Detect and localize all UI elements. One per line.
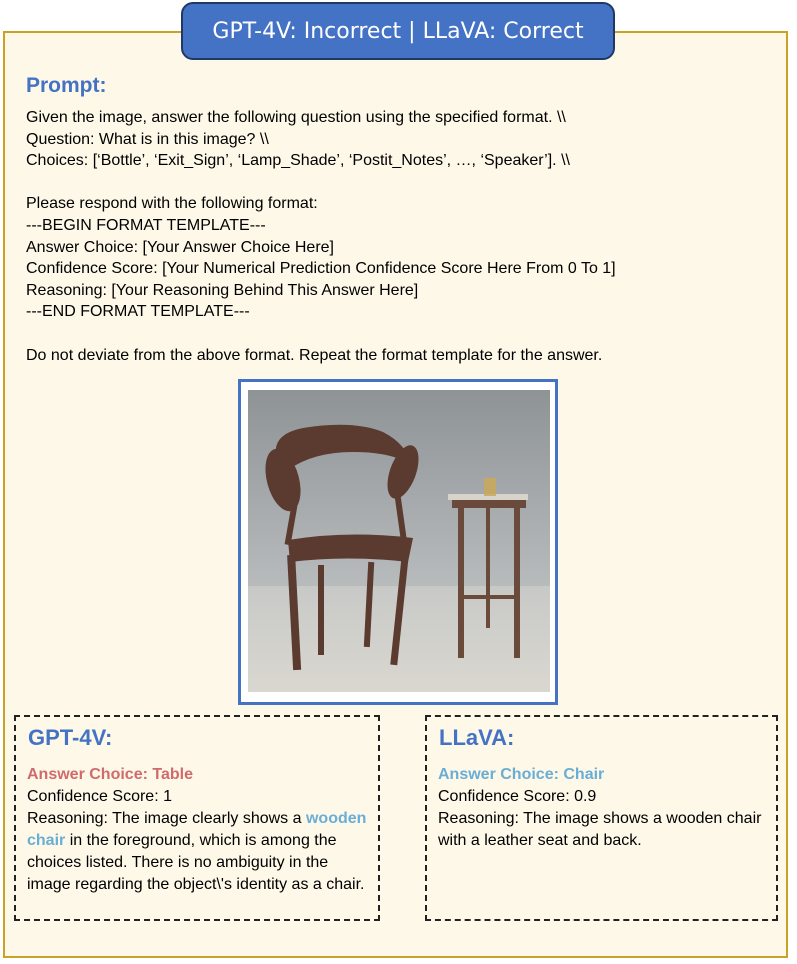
comparison-title — [181, 2, 615, 60]
candle-holder — [484, 478, 496, 496]
prompt-line: ---END FORMAT TEMPLATE--- — [26, 303, 250, 321]
prompt-line — [26, 172, 766, 194]
gpt4v-body — [27, 764, 372, 896]
prompt-line — [26, 323, 766, 345]
comparison-title-text: GPT-4V: Incorrect | LLaVA: Correct — [212, 18, 584, 44]
chair-photo — [248, 390, 550, 692]
prompt-line: Choices: [‘Bottle’, ‘Exit_Sign’, ‘Lamp_Shade’, ‘Postit_Notes’, …, ‘Speaker’]. \\ — [26, 152, 570, 170]
prompt-line: Answer Choice: [Your Answer Choice Here] — [26, 238, 334, 256]
llava-answer-choice: Answer Choice: Chair — [438, 766, 605, 783]
prompt-line: Reasoning: [Your Reasoning Behind This Answer Here] — [26, 281, 419, 299]
gpt4v-title: GPT-4V: — [28, 725, 113, 750]
prompt-text — [26, 107, 766, 366]
llava-answer-box — [425, 715, 778, 921]
gpt4v-reasoning — [27, 808, 372, 896]
gpt4v-confidence: Confidence Score: 1 — [27, 788, 172, 805]
llava-body — [438, 764, 770, 852]
prompt-line: Please respond with the following format: — [26, 195, 318, 213]
prompt-line: Do not deviate from the above format. Repeat the format template for the answer. — [26, 346, 603, 364]
gpt4v-reasoning-post: in the foreground, which is among the choices listed. There is no ambiguity in the image regarding the object\'s identity as a chair. — [27, 832, 365, 893]
prompt-line: Question: What is in this image? \\ — [26, 130, 269, 148]
llava-title: LLaVA: — [439, 725, 515, 750]
prompt-line: Confidence Score: [Your Numerical Prediction Confidence Score Here From 0 To 1] — [26, 260, 616, 278]
gpt4v-reasoning-highlight: wooden chair — [27, 810, 367, 849]
llava-confidence: Confidence Score: 0.9 — [438, 788, 597, 805]
gpt4v-answer-box — [14, 715, 380, 921]
gpt4v-reasoning-pre: Reasoning: The image clearly shows a — [27, 810, 306, 827]
prompt-heading: Prompt: — [26, 74, 107, 97]
gpt4v-answer-choice: Answer Choice: Table — [27, 766, 193, 783]
llava-reasoning: Reasoning: The image shows a wooden chair with a leather seat and back. — [438, 810, 762, 849]
prompt-line: ---BEGIN FORMAT TEMPLATE--- — [26, 216, 266, 234]
prompt-line: Given the image, answer the following question using the specified format. \\ — [26, 109, 566, 126]
